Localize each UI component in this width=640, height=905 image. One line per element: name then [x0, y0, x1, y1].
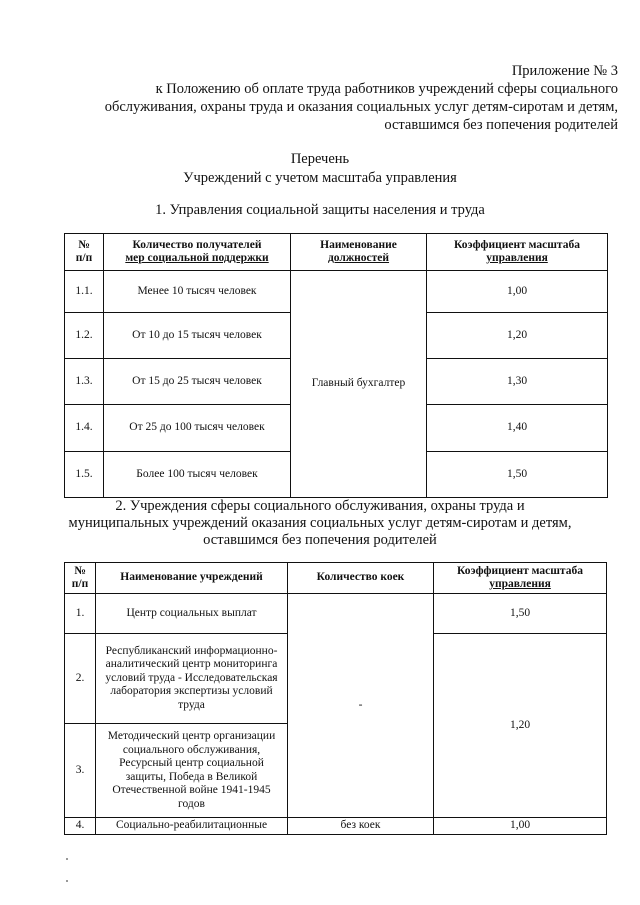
section2-table — [64, 562, 607, 835]
row-coef: 1,30 — [427, 359, 608, 405]
row-num: 1.1. — [65, 271, 104, 313]
row-recipients: От 15 до 25 тысяч человек — [104, 359, 291, 405]
scan-speck — [66, 858, 68, 860]
section2-heading-line-1: 2. Учреждения сферы социального обслуживания, охраны труда и — [115, 498, 525, 514]
scan-speck — [66, 880, 68, 882]
appendix-number: Приложение № 3 — [511, 63, 618, 79]
table-row — [65, 594, 607, 634]
row-coef: 1,40 — [427, 405, 608, 452]
header-line-3: оставшимся без попечения родителей — [384, 117, 618, 133]
row-coef: 1,00 — [427, 271, 608, 313]
row-coef: 1,50 — [434, 594, 607, 634]
section2-heading-line-2: муниципальных учреждений оказания социальных услуг детям-сиротам и детям, — [68, 515, 572, 531]
col-num-header: № п/п — [65, 563, 96, 594]
position-cell: Главный бухгалтер — [291, 271, 427, 498]
col-num-header: № п/п — [65, 234, 104, 271]
col-coef-header: Коэффициент масштаба управления — [427, 234, 608, 271]
row-recipients: Менее 10 тысяч человек — [104, 271, 291, 313]
header-line-2: обслуживания, охраны труда и оказания социальных услуг детям-сиротам и детям, — [104, 99, 618, 115]
row-name: Республиканский информационно-аналитический центр мониторинга условий труда - Исследовательская лаборатория экспертизы условий труда — [96, 634, 288, 724]
section2-heading-line-3: оставшимся без попечения родителей — [203, 532, 437, 548]
col-name-header: Наименование учреждений — [96, 563, 288, 594]
row-recipients: От 10 до 15 тысяч человек — [104, 313, 291, 359]
table-row — [65, 818, 607, 835]
row-num: 4. — [65, 818, 96, 835]
col-position-header: Наименование должностей — [291, 234, 427, 271]
row-name: Социально-реабилитационные — [96, 818, 288, 835]
row-num: 3. — [65, 724, 96, 818]
row-recipients: От 25 до 100 тысяч человек — [104, 405, 291, 452]
row-coef: 1,50 — [427, 452, 608, 498]
table-header-row — [65, 234, 608, 271]
row-num: 1.5. — [65, 452, 104, 498]
beds-merged-cell: - — [288, 594, 434, 818]
row-num: 2. — [65, 634, 96, 724]
row-num: 1.4. — [65, 405, 104, 452]
row-name: Методический центр организации социального обслуживания, Ресурсный центр социальной защиты, Победа в Великой Отечественной войне 1941-1945 годов — [96, 724, 288, 818]
list-subtitle: Учреждений с учетом масштаба управления — [183, 170, 457, 186]
row-name: Центр социальных выплат — [96, 594, 288, 634]
header-line-1: к Положению об оплате труда работников учреждений сферы социального — [155, 81, 618, 97]
section1-heading: 1. Управления социальной защиты населения и труда — [155, 202, 485, 218]
row-beds: без коек — [288, 818, 434, 835]
row-num: 1.2. — [65, 313, 104, 359]
col-recipients-header: Количество получателей мер социальной поддержки — [104, 234, 291, 271]
row-num: 1. — [65, 594, 96, 634]
row-recipients: Более 100 тысяч человек — [104, 452, 291, 498]
row-coef: 1,00 — [434, 818, 607, 835]
col-beds-header: Количество коек — [288, 563, 434, 594]
row-coef: 1,20 — [427, 313, 608, 359]
coef-merged-cell: 1,20 — [434, 634, 607, 818]
table-header-row — [65, 563, 607, 594]
list-title: Перечень — [290, 151, 350, 167]
table-row — [65, 271, 608, 313]
row-num: 1.3. — [65, 359, 104, 405]
col-coef-header: Коэффициент масштаба управления — [434, 563, 607, 594]
section1-table — [64, 233, 608, 498]
